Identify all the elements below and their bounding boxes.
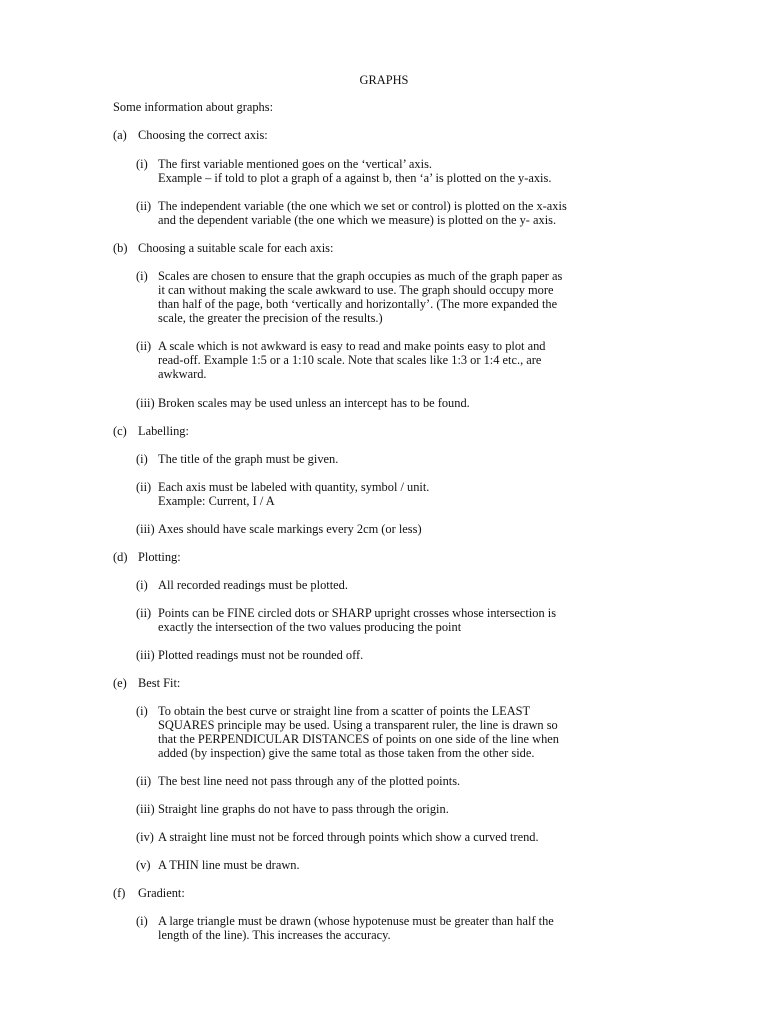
item-number: (i) [136,578,148,592]
item-number: (i) [136,704,148,718]
item-number: (i) [136,914,148,928]
intro-text: Some information about graphs: [113,100,274,114]
item-line: The independent variable (the one which we set or control) is plotted on the x-axis [158,199,567,213]
item-number: (iii) [136,396,155,410]
section-label: (a) [113,128,127,142]
item-line: that the PERPENDICULAR DISTANCES of points on one side of the line when [158,732,559,746]
item-number: (ii) [136,339,152,353]
list-item [136,914,666,942]
list-item [136,522,666,536]
list-item [136,830,666,844]
item-line: Example: Current, I / A [158,494,275,508]
list-item [136,480,666,508]
section-title: Choosing the correct axis: [138,128,268,142]
item-line: and the dependent variable (the one which we measure) is plotted on the y- axis. [158,213,557,227]
item-number: (iv) [136,830,154,844]
section-label: (f) [113,886,126,900]
page-title: GRAPHS [359,73,409,87]
item-line: The best line need not pass through any of the plotted points. [158,774,461,788]
item-number: (i) [136,157,148,171]
list-item [136,396,666,410]
list-item [136,774,666,788]
item-line: SQUARES principle may be used. Using a transparent ruler, the line is drawn so [158,718,558,732]
item-line: A large triangle must be drawn (whose hypotenuse must be greater than half the [158,914,554,928]
item-line: exactly the intersection of the two values producing the point [158,620,462,634]
item-line: it can without making the scale awkward to use. The graph should occupy more [158,283,554,297]
item-line: To obtain the best curve or straight line from a scatter of points the LEAST [158,704,531,718]
item-line: Each axis must be labeled with quantity, symbol / unit. [158,480,430,494]
item-line: awkward. [158,367,207,381]
list-item [136,452,666,466]
item-line: A THIN line must be drawn. [158,858,300,872]
item-line: Plotted readings must not be rounded off. [158,648,364,662]
item-number: (v) [136,858,151,872]
list-item [136,858,666,872]
item-number: (iii) [136,522,155,536]
section-label: (b) [113,241,128,255]
list-item [136,704,666,760]
item-line: read-off. Example 1:5 or a 1:10 scale. Note that scales like 1:3 or 1:4 etc., are [158,353,542,367]
item-line: A scale which is not awkward is easy to read and make points easy to plot and [158,339,546,353]
item-line: All recorded readings must be plotted. [158,578,348,592]
item-line: Straight line graphs do not have to pass through the origin. [158,802,449,816]
item-number: (ii) [136,774,152,788]
list-item [136,648,666,662]
item-number: (i) [136,452,148,466]
item-number: (ii) [136,480,152,494]
list-item [136,606,666,634]
item-number: (ii) [136,199,152,213]
item-line: Points can be FINE circled dots or SHARP upright crosses whose intersection is [158,606,557,620]
list-item [136,157,666,185]
item-line: Broken scales may be used unless an intercept has to be found. [158,396,470,410]
list-item [136,578,666,592]
item-line: scale, the greater the precision of the results.) [158,311,383,325]
item-line: The first variable mentioned goes on the ‘vertical’ axis. [158,157,432,171]
item-line: added (by inspection) give the same total as those taken from the other side. [158,746,535,760]
section-label: (d) [113,550,128,564]
item-line: Scales are chosen to ensure that the graph occupies as much of the graph paper as [158,269,563,283]
section-label: (e) [113,676,127,690]
item-line: length of the line). This increases the accuracy. [158,928,391,942]
item-number: (i) [136,269,148,283]
list-item [136,802,666,816]
section-title: Plotting: [138,550,181,564]
item-number: (iii) [136,648,155,662]
list-item [136,339,666,381]
item-line: Axes should have scale markings every 2cm (or less) [158,522,422,536]
item-line: A straight line must not be forced through points which show a curved trend. [158,830,539,844]
item-line: than half of the page, both ‘vertically and horizontally’. (The more expanded the [158,297,558,311]
section-title: Best Fit: [138,676,181,690]
section-label: (c) [113,424,127,438]
item-number: (ii) [136,606,152,620]
section-title: Choosing a suitable scale for each axis: [138,241,334,255]
section-title: Gradient: [138,886,185,900]
item-line: The title of the graph must be given. [158,452,339,466]
list-item [136,269,666,325]
item-number: (iii) [136,802,155,816]
item-line: Example – if told to plot a graph of a against b, then ‘a’ is plotted on the y-axis. [158,171,552,185]
list-item [136,199,666,227]
section-title: Labelling: [138,424,189,438]
